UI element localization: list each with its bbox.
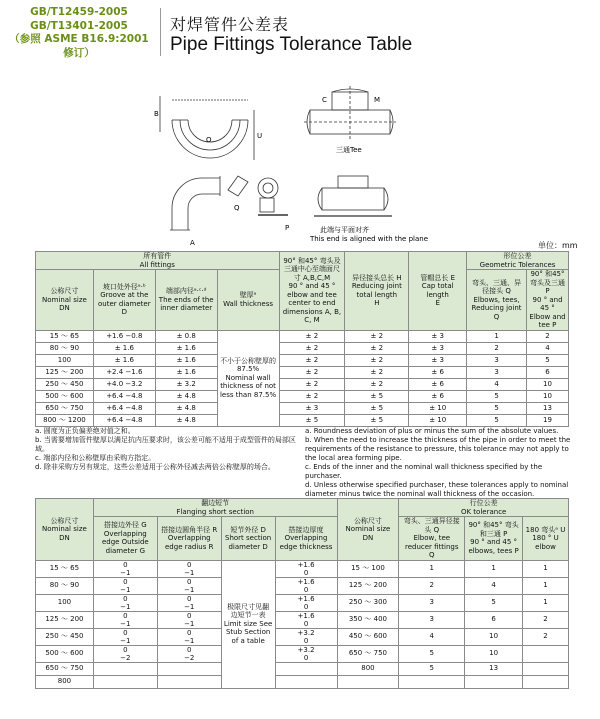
- cell-h: ± 2: [345, 330, 409, 342]
- cell-h: ± 5: [345, 390, 409, 402]
- note-a-en: a. Roundness deviation of plus or minus the sum of the absolute values.: [305, 427, 559, 435]
- cell-r-upper: 0: [187, 577, 192, 586]
- cell-r-lower: −1: [184, 602, 195, 611]
- cell-t-lower: 0: [303, 636, 309, 645]
- cell-ok-u: [523, 675, 569, 688]
- cell-ok-p: 5: [465, 594, 523, 611]
- cell-ok-q: [399, 675, 465, 688]
- cell-g: [93, 675, 157, 688]
- header-flange: 翻边短节 Flanging short section: [93, 499, 337, 517]
- header-g: 搭接边外径 G Overlapping edge Outside diameter G: [93, 517, 157, 561]
- table-row: [36, 378, 569, 390]
- table-row: [36, 662, 569, 675]
- cell-r: [157, 594, 221, 611]
- cell-inner: ± 0.8: [155, 330, 217, 342]
- table-row: [36, 330, 569, 342]
- table-row: [36, 611, 569, 628]
- cell-center: ± 2: [279, 342, 345, 354]
- cell-e: ± 6: [409, 366, 467, 378]
- header-ok-q: 弯头、三通异径接头 Q Elbow, tee reducer fittings Q: [399, 517, 465, 561]
- cell-t-lower: 0: [303, 585, 309, 594]
- main-tolerance-table: [35, 251, 569, 427]
- cell-ok-dn: 125 ～ 200: [337, 577, 399, 594]
- cell-r: [157, 675, 221, 688]
- cell-g-lower: −1: [120, 619, 131, 628]
- header-all-fittings: 所有管件 All fittings: [36, 252, 280, 270]
- cell-outer: [93, 366, 155, 378]
- cell-outer-upper: +1.6: [106, 331, 124, 340]
- cell-q: 3: [467, 354, 527, 366]
- tee-label: 三通Tee: [336, 146, 362, 154]
- table-row: [36, 594, 569, 611]
- cell-p: 10: [527, 390, 569, 402]
- cell-t: [275, 675, 337, 688]
- cell-g-lower: −1: [120, 602, 131, 611]
- header-ok-tolerance: 行位公差 OK tolerance: [399, 499, 569, 517]
- cell-t: [275, 611, 337, 628]
- header-joint-length: 异径接头总长 H Reducing joint total length H: [345, 252, 409, 331]
- cell-outer: [93, 330, 155, 342]
- cell-dn: 15 ～ 65: [36, 560, 94, 577]
- cell-dn: 650 ～ 750: [36, 402, 94, 414]
- cell-ok-p: 6: [465, 611, 523, 628]
- standard-code: GB/T12459-2005: [30, 6, 128, 18]
- cell-outer-upper: +4.0: [106, 379, 124, 388]
- cell-h: ± 5: [345, 402, 409, 414]
- cell-t-lower: 0: [303, 568, 309, 577]
- cell-inner: ± 1.6: [155, 342, 217, 354]
- cell-g: [93, 560, 157, 577]
- cell-h: ± 2: [345, 378, 409, 390]
- cell-outer: [93, 390, 155, 402]
- cell-q: 3: [467, 366, 527, 378]
- note-b-cn: b. 当需要增加管件壁厚以满足抗内压要求时，该公差可能不适用于成型管件的局部区域。: [35, 436, 296, 453]
- label-b: B: [154, 110, 159, 118]
- notes-chinese: [35, 427, 297, 472]
- cell-ok-p: 10: [465, 645, 523, 662]
- cell-r-upper: 0: [187, 594, 192, 603]
- cell-ok-u: 2: [523, 611, 569, 628]
- fitting-diagrams: [150, 80, 440, 255]
- cell-g-lower: −1: [120, 568, 131, 577]
- cell-inner: ± 1.6: [155, 366, 217, 378]
- header-nominal: 公称尺寸 Nominal size DN: [36, 499, 94, 561]
- cell-g: [93, 645, 157, 662]
- unit-label: 单位：mm: [538, 241, 578, 250]
- table-row: [36, 560, 569, 577]
- header-center-dim: 90° 和45° 弯头及三通中心至端面尺寸 A,B,C,M 90 ° and 45 ° elbow and tee center to end dimensions A, B, C, M: [279, 252, 345, 331]
- header-nominal-2: 公称尺寸 Nominal size DN: [337, 499, 399, 561]
- cell-dn: 125 ～ 200: [36, 366, 94, 378]
- header-geometric: 形位公差 Geometric Tolerances: [467, 252, 569, 270]
- cell-t: [275, 645, 337, 662]
- cell-ok-dn: 350 ～ 400: [337, 611, 399, 628]
- cell-t: [275, 628, 337, 645]
- cell-p: 6: [527, 366, 569, 378]
- cell-dn: 800: [36, 675, 94, 688]
- elbow-90-drawing: [170, 176, 248, 230]
- header-nominal: 公称尺寸 Nominal size DN: [36, 270, 94, 331]
- cell-g-upper: 0: [123, 645, 128, 654]
- standard-codes: [4, 6, 154, 60]
- cell-t-upper: +1.6: [297, 611, 315, 620]
- label-q: Q: [234, 204, 240, 212]
- cell-center: ± 2: [279, 390, 345, 402]
- note-d-en: d. Unless otherwise specified purchaser, these tolerances apply to nominal diameter minus twice the nominal wall thickness of the occasion.: [305, 481, 569, 498]
- cell-r: [157, 645, 221, 662]
- cell-t-upper: +3.2: [297, 628, 315, 637]
- cell-ok-q: 1: [399, 560, 465, 577]
- cell-dn: 650 ～ 750: [36, 662, 94, 675]
- cell-inner: ± 4.8: [155, 390, 217, 402]
- cell-t-upper: +1.6: [297, 577, 315, 586]
- cell-outer-lower: −3.2: [125, 379, 143, 388]
- cell-h: ± 2: [345, 366, 409, 378]
- cell-r: [157, 611, 221, 628]
- cell-outer-lower: −0.8: [125, 331, 143, 340]
- cell-p: 2: [527, 330, 569, 342]
- cell-outer-lower: −4.8: [125, 415, 143, 424]
- table-row: [36, 342, 569, 354]
- cell-r-lower: −1: [184, 636, 195, 645]
- label-c: C: [322, 96, 327, 104]
- cell-outer: [93, 378, 155, 390]
- cell-g-upper: 0: [123, 611, 128, 620]
- cell-outer-upper: ± 1.6: [114, 355, 134, 364]
- cell-ok-u: 1: [523, 577, 569, 594]
- label-u: U: [257, 132, 263, 140]
- cell-r: [157, 662, 221, 675]
- cell-center: ± 2: [279, 354, 345, 366]
- cell-center: ± 2: [279, 366, 345, 378]
- cell-r-lower: −1: [184, 619, 195, 628]
- cell-dn: 80 ～ 90: [36, 577, 94, 594]
- cell-inner: ± 4.8: [155, 402, 217, 414]
- note-b-en: b. When the need to increase the thickness of the pipe in order to meet the requirements of the resistance to pressure, this tolerance may not apply to the local area forming pipe.: [305, 436, 571, 462]
- cell-r-upper: 0: [187, 645, 192, 654]
- cell-e: ± 6: [409, 378, 467, 390]
- cell-q: 2: [467, 342, 527, 354]
- cell-inner: ± 3.2: [155, 378, 217, 390]
- cell-dn: 800 ～ 1200: [36, 414, 94, 426]
- cell-g-lower: −1: [120, 636, 131, 645]
- cell-p: 10: [527, 378, 569, 390]
- cell-g-upper: 0: [123, 577, 128, 586]
- cell-ok-u: 2: [523, 628, 569, 645]
- cell-t-upper: +3.2: [297, 645, 315, 654]
- cell-outer: [93, 402, 155, 414]
- cell-ok-q: 5: [399, 662, 465, 675]
- cell-g: [93, 577, 157, 594]
- cell-e: ± 3: [409, 330, 467, 342]
- cell-ok-dn: 15 ～ 100: [337, 560, 399, 577]
- cell-ok-dn: 800: [337, 662, 399, 675]
- cell-g-upper: 0: [123, 560, 128, 569]
- cell-r: [157, 577, 221, 594]
- header-geo-p: 90° 和45° 弯头及三通 P 90 ° and 45 ° Elbow and tee P: [527, 270, 569, 331]
- cell-wall-note: 不小于公称壁厚的87.5% Nominal wall thickness of not less than 87.5%: [217, 330, 279, 426]
- table-row: [36, 402, 569, 414]
- u-elbow-drawing: [160, 96, 254, 160]
- cell-q: 5: [467, 390, 527, 402]
- cell-dn: 100: [36, 354, 94, 366]
- cell-p: 13: [527, 402, 569, 414]
- header-d: 短节外径 D Short section diameter D: [221, 517, 275, 561]
- cell-ok-u: [523, 662, 569, 675]
- note-a-cn: a. 圆度为正负偏差绝对值之和。: [35, 427, 135, 435]
- cell-r-lower: −2: [184, 653, 195, 662]
- cell-h: ± 2: [345, 354, 409, 366]
- label-a: A: [190, 239, 195, 247]
- cell-dn: 125 ～ 200: [36, 611, 94, 628]
- header-r: 搭接边圆角半径 R Overlapping edge radius R: [157, 517, 221, 561]
- note-c-cn: c. 端部内径和公称壁厚由采购方指定。: [35, 454, 156, 462]
- cell-e: ± 6: [409, 390, 467, 402]
- table-row: [36, 414, 569, 426]
- cell-inner: ± 1.6: [155, 354, 217, 366]
- cell-ok-q: 4: [399, 628, 465, 645]
- cell-outer-lower: −4.8: [125, 391, 143, 400]
- page-title-cn: 对焊管件公差表: [170, 15, 290, 34]
- cell-q: 1: [467, 330, 527, 342]
- cell-outer-upper: ± 1.6: [114, 343, 134, 352]
- cell-dn: 250 ～ 450: [36, 628, 94, 645]
- label-p: P: [285, 224, 290, 232]
- table-row: [36, 645, 569, 662]
- cell-dn: 500 ～ 600: [36, 390, 94, 402]
- cell-t-lower: 0: [303, 602, 309, 611]
- cell-ok-q: 3: [399, 594, 465, 611]
- cell-t-upper: +1.6: [297, 560, 315, 569]
- cell-dn: 500 ～ 600: [36, 645, 94, 662]
- plane-note-en: This end is aligned with the plane: [310, 235, 429, 243]
- cell-e: ± 10: [409, 414, 467, 426]
- cell-r-upper: 0: [187, 560, 192, 569]
- tee-aligned-drawing: [314, 176, 392, 216]
- cell-h: ± 2: [345, 342, 409, 354]
- cell-g-lower: −1: [120, 585, 131, 594]
- cell-g: [93, 594, 157, 611]
- cell-t: [275, 662, 337, 675]
- cell-dn: 15 ～ 65: [36, 330, 94, 342]
- cell-ok-p: 4: [465, 577, 523, 594]
- page-header: [0, 0, 600, 70]
- plane-note-cn: 此端与平面对齐: [320, 226, 369, 234]
- cell-r-upper: 0: [187, 611, 192, 620]
- cell-dn: 80 ～ 90: [36, 342, 94, 354]
- table-row: [36, 577, 569, 594]
- flange-tolerance-table: [35, 498, 569, 689]
- cell-g-upper: 0: [123, 628, 128, 637]
- cell-center: ± 2: [279, 330, 345, 342]
- header-ok-u: 180 弯头ᵃ U 180 ° U elbow: [523, 517, 569, 561]
- cell-t-upper: +1.6: [297, 594, 315, 603]
- cell-inner: ± 4.8: [155, 414, 217, 426]
- cell-q: 5: [467, 402, 527, 414]
- cell-h: ± 5: [345, 414, 409, 426]
- cell-ok-p: 13: [465, 662, 523, 675]
- cell-q: 4: [467, 378, 527, 390]
- cell-e: ± 3: [409, 342, 467, 354]
- cell-ok-q: 3: [399, 611, 465, 628]
- cell-ok-u: 1: [523, 594, 569, 611]
- cell-d-note: 极限尺寸见翻边短节一表 Limit size See Stub Section of a table: [221, 560, 275, 688]
- cell-ok-u: [523, 645, 569, 662]
- cell-g: [93, 628, 157, 645]
- cell-dn: 250 ～ 450: [36, 378, 94, 390]
- cell-t-lower: 0: [303, 653, 309, 662]
- plane-check-drawing: [258, 178, 288, 215]
- cell-outer: [93, 354, 155, 366]
- standard-code: （参照 ASME B16.9:2001 修订）: [9, 33, 149, 59]
- cell-center: ± 5: [279, 414, 345, 426]
- cell-p: 5: [527, 354, 569, 366]
- cell-outer: [93, 342, 155, 354]
- cell-ok-dn: 650 ～ 750: [337, 645, 399, 662]
- cell-q: 5: [467, 414, 527, 426]
- cell-ok-q: 5: [399, 645, 465, 662]
- cell-r-upper: 0: [187, 628, 192, 637]
- label-m: M: [374, 96, 381, 104]
- label-o: O: [206, 136, 212, 144]
- cell-ok-p: [465, 675, 523, 688]
- cell-center: ± 2: [279, 378, 345, 390]
- cell-p: 19: [527, 414, 569, 426]
- header-ok-p: 90° 和45° 弯头和三通 P 90 ° and 45 ° elbows, tees P: [465, 517, 523, 561]
- cell-ok-dn: 450 ～ 600: [337, 628, 399, 645]
- standard-code: GB/T13401-2005: [30, 19, 128, 32]
- cell-r-lower: −1: [184, 585, 195, 594]
- table-row: [36, 366, 569, 378]
- header-geo-q: 弯头、三通、异径接头 Q Elbows, tees, Reducing joint Q: [467, 270, 527, 331]
- cell-g-lower: −2: [120, 653, 131, 662]
- header-outer-diameter: 坡口处外径ᵃ·ᵇ Groove at the outer diameter D: [93, 270, 155, 331]
- cell-t: [275, 560, 337, 577]
- cell-g-upper: 0: [123, 594, 128, 603]
- cell-outer-upper: +6.4: [106, 415, 124, 424]
- notes-english: [305, 427, 573, 499]
- cell-r: [157, 628, 221, 645]
- header-divider: [160, 8, 161, 56]
- header-cap-length: 管帽总长 E Cap total length E: [409, 252, 467, 331]
- cell-outer-upper: +2.4: [106, 367, 124, 376]
- table-row: [36, 354, 569, 366]
- cell-e: ± 10: [409, 402, 467, 414]
- cell-ok-dn: [337, 675, 399, 688]
- cell-outer-lower: −4.8: [125, 403, 143, 412]
- cell-ok-q: 2: [399, 577, 465, 594]
- cell-r-lower: −1: [184, 568, 195, 577]
- cell-g: [93, 611, 157, 628]
- cell-t: [275, 594, 337, 611]
- note-c-en: c. Ends of the inner and the nominal wall thickness specified by the purchaser.: [305, 463, 543, 480]
- cell-t-lower: 0: [303, 619, 309, 628]
- header-t: 搭接边厚度 Overlapping edge thickness: [275, 517, 337, 561]
- tee-drawing: [304, 86, 396, 140]
- cell-g: [93, 662, 157, 675]
- header-wall: 壁厚ᵃ Wall thickness: [217, 270, 279, 331]
- cell-center: ± 3: [279, 402, 345, 414]
- cell-ok-dn: 250 ～ 300: [337, 594, 399, 611]
- header-inner-diameter: 端部内径ᵃ·ᶜ·ᵈ The ends of the inner diameter: [155, 270, 217, 331]
- note-d-cn: d. 除非采购方另有规定，这些公差适用于公称外径减去两倍公称壁厚的场合。: [35, 463, 275, 471]
- table-row: [36, 675, 569, 688]
- cell-t: [275, 577, 337, 594]
- table-row: [36, 390, 569, 402]
- cell-outer-lower: −1.6: [125, 367, 143, 376]
- page-title-en: Pipe Fittings Tolerance Table: [170, 34, 413, 55]
- cell-outer-upper: +6.4: [106, 391, 124, 400]
- cell-ok-u: 1: [523, 560, 569, 577]
- cell-p: 4: [527, 342, 569, 354]
- cell-ok-p: 10: [465, 628, 523, 645]
- cell-dn: 100: [36, 594, 94, 611]
- cell-outer: [93, 414, 155, 426]
- cell-outer-upper: +6.4: [106, 403, 124, 412]
- cell-ok-p: 1: [465, 560, 523, 577]
- cell-e: ± 3: [409, 354, 467, 366]
- table-row: [36, 628, 569, 645]
- cell-r: [157, 560, 221, 577]
